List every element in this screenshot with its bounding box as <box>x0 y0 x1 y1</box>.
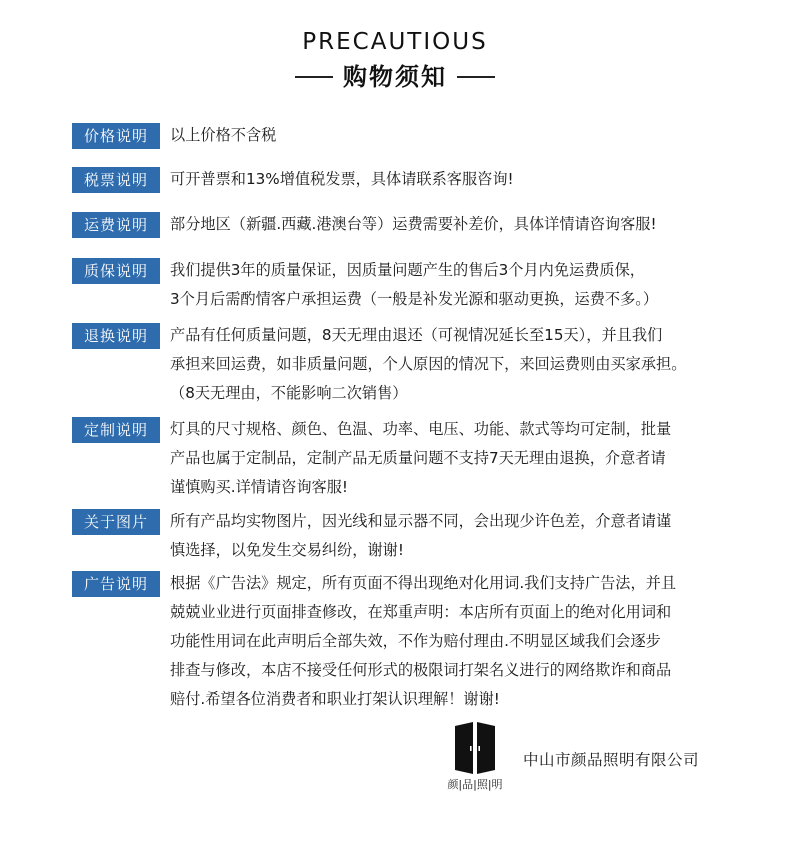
section-content <box>170 321 772 408</box>
header-divider-left <box>295 76 333 78</box>
content-line: 承担来回运费，如非质量问题，个人原因的情况下，来回运费则由买家承担。 <box>170 355 687 373</box>
section-content <box>170 165 772 194</box>
header-subtitle-row <box>0 60 790 94</box>
section-tag: 价格说明 <box>72 123 160 149</box>
content-line: 3个月后需酌情客户承担运费（一般是补发光源和驱动更换，运费不多。） <box>170 290 659 308</box>
section-content <box>170 507 772 565</box>
section-tag: 退换说明 <box>72 323 160 349</box>
section-tag: 广告说明 <box>72 571 160 597</box>
section-content <box>170 121 772 150</box>
content-line: 所有产品均实物图片，因光线和显示器不同，会出现少许色差，介意者请谨 <box>170 512 672 530</box>
section-content <box>170 256 772 314</box>
content-line: （8天无理由，不能影响二次销售） <box>170 384 408 402</box>
content-line: 产品有任何质量问题，8天无理由退还（可视情况延长至15天），并且我们 <box>170 326 663 344</box>
section-tag: 运费说明 <box>72 212 160 238</box>
header-title-zh: 购物须知 <box>343 63 447 91</box>
page-header <box>0 28 790 94</box>
content-line: 可开普票和13%增值税发票，具体请联系客服咨询! <box>170 170 514 188</box>
content-line: 排查与修改，本店不接受任何形式的极限词打架名义进行的网络欺诈和商品 <box>170 661 672 679</box>
section-custom <box>72 417 772 502</box>
section-tag: 关于图片 <box>72 509 160 535</box>
header-divider-right <box>457 76 495 78</box>
section-invoice <box>72 167 772 194</box>
header-title-en: PRECAUTIOUS <box>302 29 488 55</box>
brand-logo <box>440 722 510 796</box>
section-price <box>72 123 772 150</box>
section-shipping <box>72 212 772 239</box>
content-line: 谨慎购买.详情请咨询客服! <box>170 478 348 496</box>
section-images <box>72 509 772 565</box>
section-warranty <box>72 258 772 314</box>
section-content <box>170 569 772 714</box>
section-tag: 税票说明 <box>72 167 160 193</box>
content-line: 我们提供3年的质量保证，因质量问题产生的售后3个月内免运费质保， <box>170 261 645 279</box>
content-line: 根据《广告法》规定，所有页面不得出现绝对化用词.我们支持广告法，并且 <box>170 574 677 592</box>
section-content <box>170 210 772 239</box>
content-line: 产品也属于定制品，定制产品无质量问题不支持7天无理由退换，介意者请 <box>170 449 666 467</box>
content-line: 部分地区（新疆.西藏.港澳台等）运费需要补差价，具体详情请咨询客服! <box>170 215 657 233</box>
content-line: 兢兢业业进行页面排查修改，在郑重声明：本店所有页面上的绝对化用词和 <box>170 603 672 621</box>
section-advertising <box>72 571 772 714</box>
door-logo-icon <box>453 722 497 774</box>
content-line: 慎选择，以免发生交易纠纷，谢谢! <box>170 541 404 559</box>
content-line: 以上价格不含税 <box>170 126 277 144</box>
content-line: 赔付.希望各位消费者和职业打架认识理解！谢谢! <box>170 690 500 708</box>
section-returns <box>72 323 772 408</box>
logo-text: 颜|品|照|明 <box>447 778 503 791</box>
section-content <box>170 415 772 502</box>
section-tag: 质保说明 <box>72 258 160 284</box>
content-line: 功能性用词在此声明后全部失效，不作为赔付理由.不明显区域我们会逐步 <box>170 632 661 650</box>
section-tag: 定制说明 <box>72 417 160 443</box>
company-name: 中山市颜品照明有限公司 <box>523 751 700 769</box>
content-line: 灯具的尺寸规格、颜色、色温、功率、电压、功能、款式等均可定制，批量 <box>170 420 672 438</box>
